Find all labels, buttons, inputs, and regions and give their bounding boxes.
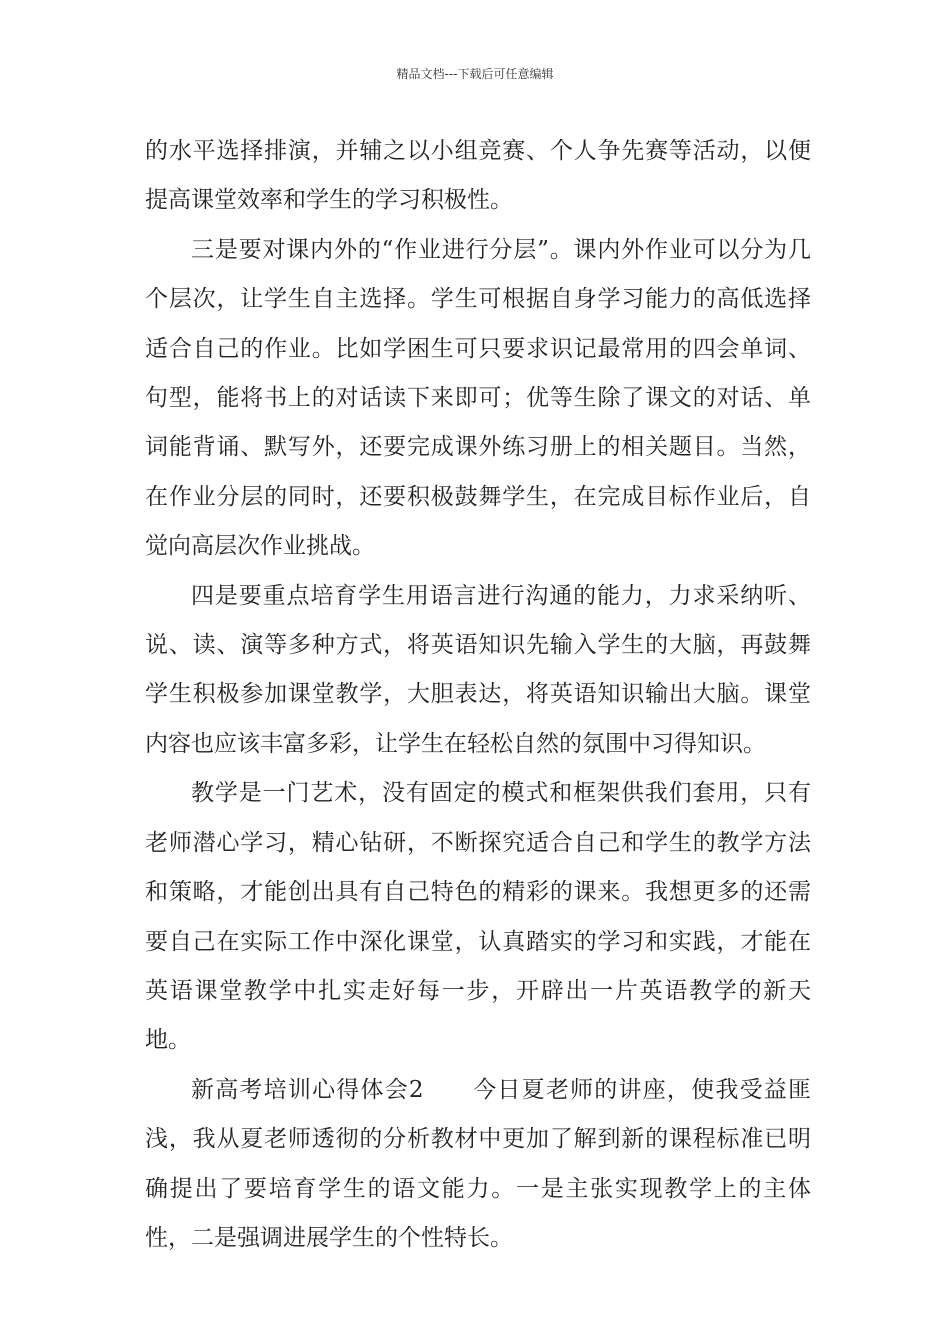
document-body: [145, 127, 811, 1263]
page-header: 精品文档---下载后可任意编辑: [396, 67, 554, 81]
paragraph-homework-layering: 三是要对课内外的“作业进行分层”。课内外作业可以分为几个层次，让学生自主选择。学生可根据自身学习能力的高低选择适合自己的作业。比如学困生可只要求识记最常用的四会单词、句型，能将书上的对话读下来即可；优等生除了课文的对话、单词能背诵、默写外，还要完成课外练习册上的相关题目。当然，在作业分层的同时，还要积极鼓舞学生，在完成目标作业后，自觉向高层次作业挑战。: [145, 236, 811, 560]
paragraph-teaching-art: 教学是一门艺术，没有固定的模式和框架供我们套用，只有老师潜心学习，精心钻研，不断探究适合自己和学生的教学方法和策略，才能创出具有自己特色的精彩的课来。我想更多的还需要自己在实际工作中深化课堂，认真踏实的学习和实践，才能在英语课堂教学中扎实走好每一步，开辟出一片英语教学的新天地。: [145, 780, 811, 1054]
paragraph-training-reflection-2: 新高考培训心得体会2 今日夏老师的讲座，使我受益匪浅，我从夏老师透彻的分析教材中更加了解到新的课程标准已明确提出了要培育学生的语文能力。一是主张实现教学上的主体性，二是强调进展学生的个性特长。: [145, 1076, 811, 1251]
paragraph-communication-skills: 四是要重点培育学生用语言进行沟通的能力，力求采纳听、说、读、演等多种方式，将英语知识先输入学生的大脑，再鼓舞学生积极参加课堂教学，大胆表达，将英语知识输出大脑。课堂内容也应该丰富多彩，让学生在轻松自然的氛围中习得知识。: [145, 582, 811, 757]
paragraph-continuation: 的水平选择排演，并辅之以小组竞赛、个人争先赛等活动，以便提高课堂效率和学生的学习积极性。: [145, 138, 811, 214]
